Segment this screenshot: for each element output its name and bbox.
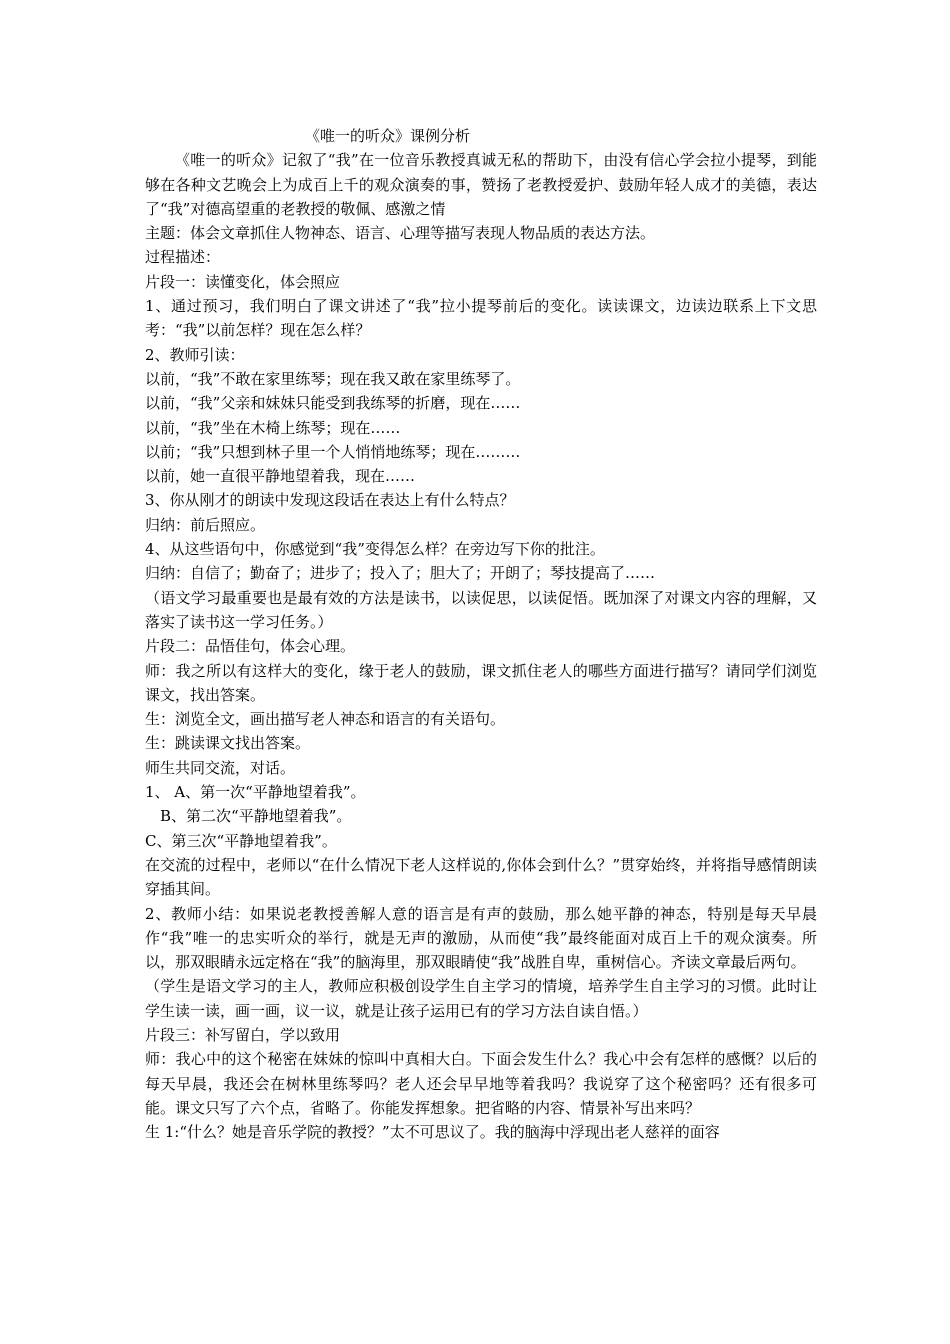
paragraph: （学生是语文学习的主人，教师应积极创设学生自主学习的情境，培养学生自主学习的习惯。此时让学生读一读，画一画，议一议，就是让孩子运用已有的学习方法自读自悟。） (145, 977, 817, 1020)
paragraph: 1、通过预习，我们明白了课文讲述了“我”拉小提琴前后的变化。读读课文，边读边联系上下文思考：“我”以前怎样？现在怎么样？ (145, 297, 817, 340)
paragraph: B、第二次“平静地望着我”。 (160, 807, 352, 826)
paragraph: 《唯一的听众》记叙了“我”在一位音乐教授真诚无私的帮助下，由没有信心学会拉小提琴，到能够在各种文艺晚会上为成百上千的观众演奏的事，赞扬了老教授爱护、鼓励年轻人成才的美德，表达了“我”对德高望重的老教授的敬佩、感激之情 (145, 151, 817, 218)
document-title: 《唯一的听众》课例分析 (305, 127, 471, 145)
paragraph: 片段三：补写留白，学以致用 (145, 1025, 341, 1044)
paragraph: 师生共同交流，对话。 (145, 758, 296, 777)
paragraph: （语文学习最重要也是最有效的方法是读书，以读促思，以读促悟。既加深了对课文内容的理解，又落实了读书这一学习任务。） (145, 588, 817, 631)
paragraph-list (145, 148, 817, 1144)
paragraph: 生：跳读课文找出答案。 (145, 734, 311, 753)
document-body (145, 124, 817, 1144)
paragraph: 2、教师引读： (145, 345, 245, 364)
paragraph: 在交流的过程中，老师以“在什么情况下老人这样说的,你体会到什么？”贯穿始终，并将指导感情朗读穿插其间。 (145, 855, 817, 899)
paragraph: 片段一：读懂变化，体会照应 (145, 272, 341, 291)
paragraph: 以前；“我”只想到林子里一个人悄悄地练琴；现在……… (145, 442, 521, 461)
paragraph: 以前，“我”坐在木椅上练琴；现在…… (145, 418, 401, 437)
paragraph: 师：我心中的这个秘密在妹妹的惊叫中真相大白。下面会发生什么？我心中会有怎样的感慨？以后的每天早晨，我还会在树林里练琴吗？老人还会早早地等着我吗？我说穿了这个秘密吗？还有很多可能。课文只写了六个点，省略了。你能发挥想象。把省略的内容、情景补写出来吗？ (145, 1050, 817, 1117)
paragraph: 片段二：品悟佳句，体会心理。 (145, 637, 356, 656)
paragraph: 师：我之所以有这样大的变化，缘于老人的鼓励，课文抓住老人的哪些方面进行描写？请同学们浏览课文，找出答案。 (145, 661, 817, 704)
paragraph: C、第三次“平静地望着我”。 (145, 831, 337, 850)
paragraph: 4、从这些语句中，你感觉到“我”变得怎么样？在旁边写下你的批注。 (145, 540, 605, 559)
paragraph: 以前，她一直很平静地望着我，现在…… (145, 467, 416, 486)
paragraph: 过程描述： (145, 248, 221, 267)
paragraph: 1、 A、第一次“平静地望着我”。 (145, 783, 366, 802)
paragraph: 以前，“我”不敢在家里练琴；现在我又敢在家里练琴了。 (145, 369, 521, 388)
paragraph: 归纳：自信了；勤奋了；进步了；投入了；胆大了；开朗了；琴技提高了…… (145, 564, 656, 583)
paragraph: 以前，“我”父亲和妹妹只能受到我练琴的折磨，现在…… (145, 394, 521, 413)
paragraph: 归纳：前后照应。 (145, 515, 266, 534)
paragraph: 生 1:“什么？她是音乐学院的教授？”太不可思议了。我的脑海中浮现出老人慈祥的面容 (145, 1123, 720, 1142)
paragraph: 2、教师小结：如果说老教授善解人意的语言是有声的鼓励，那么她平静的神态，特别是每天早晨作“我”唯一的忠实听众的举行，就是无声的激励，从而使“我”最终能面对成百上千的观众演奏。所以，那双眼睛永远定格在“我”的脑海里，那双眼睛使“我”战胜自卑，重树信心。齐读文章最后两句。 (145, 904, 817, 972)
paragraph: 生：浏览全文，画出描写老人神态和语言的有关语句。 (145, 710, 506, 729)
paragraph: 3、你从刚才的朗读中发现这段话在表达上有什么特点？ (145, 491, 515, 510)
paragraph: 主题：体会文章抓住人物神态、语言、心理等描写表现人物品质的表达方法。 (145, 224, 656, 243)
